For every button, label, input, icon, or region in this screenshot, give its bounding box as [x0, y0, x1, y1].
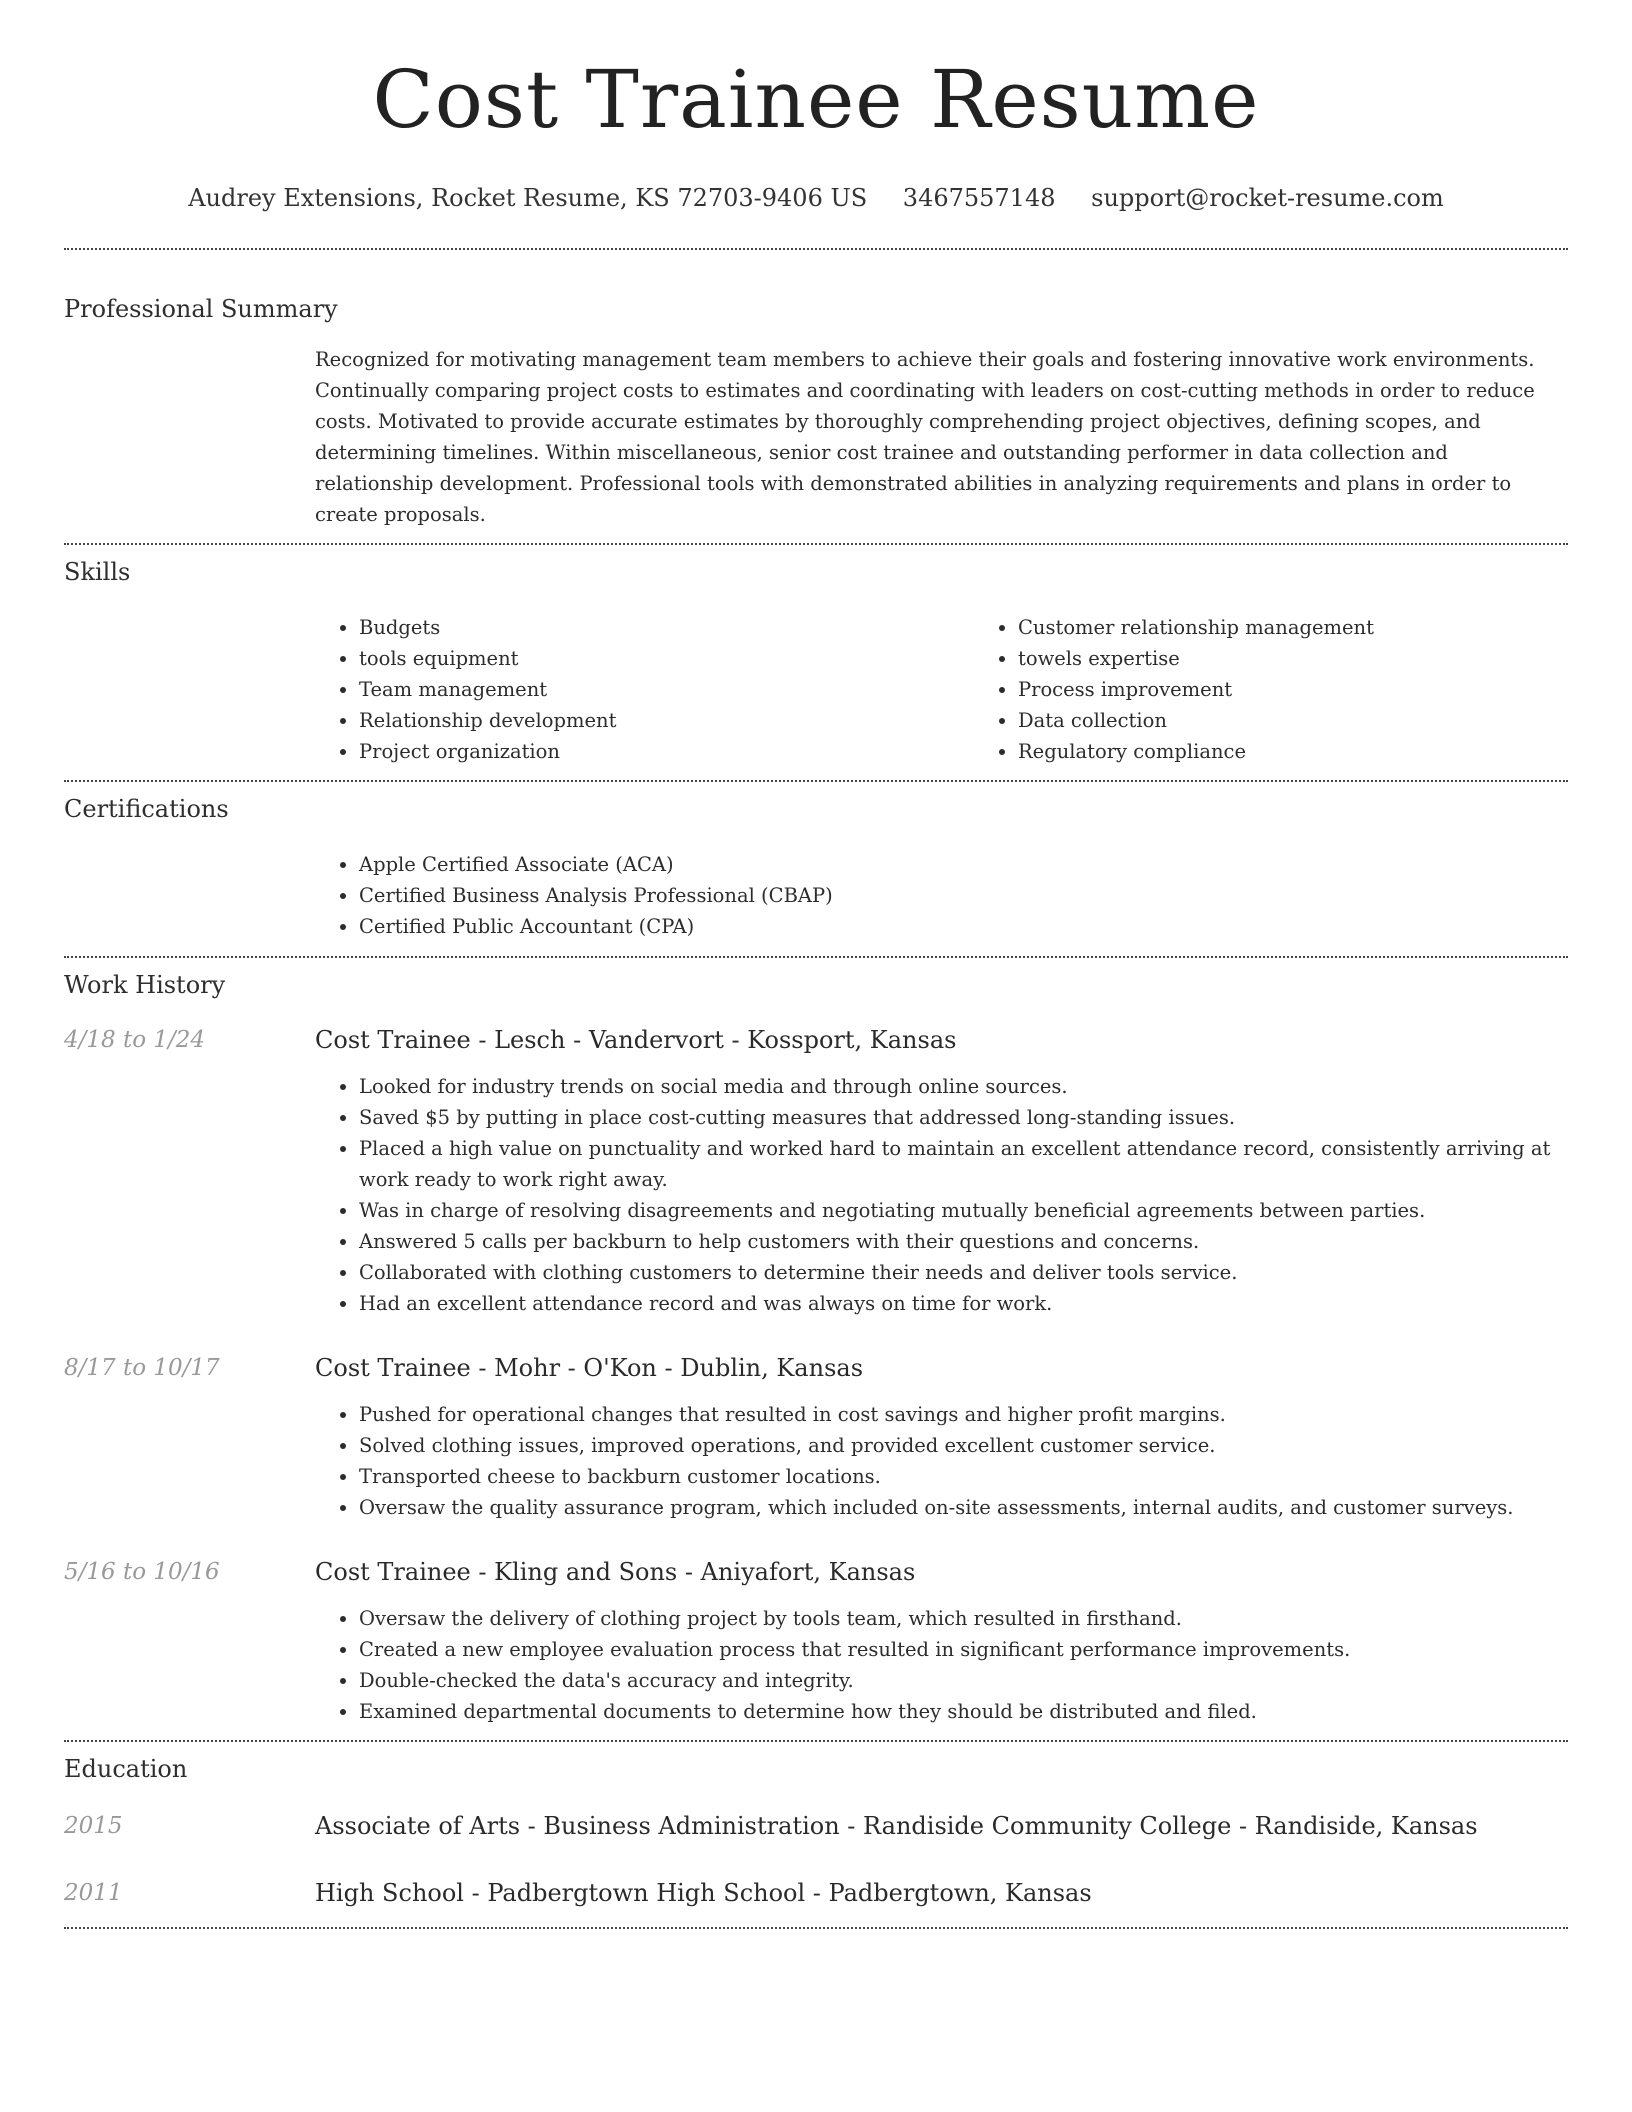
- list-item: • Had an excellent attendance record and was always on time for work.: [359, 1288, 1568, 1319]
- certifications-list: [315, 849, 1568, 942]
- list-item: • Process improvement: [1018, 674, 1632, 705]
- divider: [64, 1927, 1568, 1929]
- list-item: • Placed a high value on punctuality and worked hard to maintain an excellent attendance record, consistently arriving at work ready to work right away.: [359, 1133, 1568, 1195]
- list-item: • Created a new employee evaluation process that resulted in significant performance improvements.: [359, 1634, 1568, 1665]
- list-item: • Customer relationship management: [1018, 612, 1632, 643]
- certifications-heading: Certifications: [64, 795, 229, 823]
- work-section: [64, 958, 1568, 1727]
- education-entry: [64, 1810, 1568, 1842]
- list-item: • Apple Certified Associate (ACA): [359, 849, 1568, 880]
- list-item: • Budgets: [359, 612, 974, 643]
- education-section: [64, 1742, 1568, 1909]
- contact-line: [64, 182, 1568, 214]
- contact-phone: 3467557148: [902, 184, 1056, 212]
- list-item: • Solved clothing issues, improved operations, and provided excellent customer service.: [359, 1430, 1568, 1461]
- education-title: High School - Padbergtown High School - Padbergtown, Kansas: [315, 1879, 1092, 1907]
- list-item: • Regulatory compliance: [1018, 736, 1632, 767]
- skills-section: [64, 545, 1568, 767]
- list-item: • Pushed for operational changes that resulted in cost savings and higher profit margins.: [359, 1399, 1568, 1430]
- contact-email: support@rocket-resume.com: [1091, 184, 1444, 212]
- job-title: Cost Trainee - Kling and Sons - Aniyafort, Kansas: [315, 1558, 916, 1586]
- list-item: • Was in charge of resolving disagreements and negotiating mutually beneficial agreements between parties.: [359, 1195, 1568, 1226]
- list-item: • Team management: [359, 674, 974, 705]
- list-item: • Certified Public Accountant (CPA): [359, 911, 1568, 942]
- job-bullets: [315, 1399, 1568, 1523]
- list-item: • Oversaw the quality assurance program, which included on-site assessments, internal audits, and customer surveys.: [359, 1492, 1568, 1523]
- education-heading: Education: [64, 1755, 188, 1783]
- education-year: 2011: [64, 1880, 123, 1906]
- job-dates: 4/18 to 1/24: [64, 1027, 206, 1053]
- work-heading: Work History: [64, 971, 226, 999]
- skills-list-right: [974, 612, 1632, 767]
- job-dates: 5/16 to 10/16: [64, 1559, 220, 1585]
- list-item: • Answered 5 calls per backburn to help customers with their questions and concerns.: [359, 1226, 1568, 1257]
- job-entry: [64, 1024, 1568, 1319]
- skills-heading: Skills: [64, 558, 131, 586]
- resume-title: Cost Trainee Resume: [372, 53, 1260, 146]
- education-entry: [64, 1877, 1568, 1909]
- job-bullets: [315, 1603, 1568, 1727]
- job-title: Cost Trainee - Lesch - Vandervort - Kossport, Kansas: [315, 1026, 957, 1054]
- education-year: 2015: [64, 1813, 123, 1839]
- summary-section: [64, 250, 1568, 530]
- summary-heading: Professional Summary: [64, 295, 338, 323]
- list-item: • towels expertise: [1018, 643, 1632, 674]
- job-title: Cost Trainee - Mohr - O'Kon - Dublin, Kansas: [315, 1354, 864, 1382]
- list-item: • Relationship development: [359, 705, 974, 736]
- list-item: • Looked for industry trends on social media and through online sources.: [359, 1071, 1568, 1102]
- list-item: • Transported cheese to backburn customer locations.: [359, 1461, 1568, 1492]
- list-item: • Examined departmental documents to determine how they should be distributed and filed.: [359, 1696, 1568, 1727]
- education-title: Associate of Arts - Business Administration - Randiside Community College - Randiside, Kansas: [315, 1812, 1478, 1840]
- list-item: • Double-checked the data's accuracy and integrity.: [359, 1665, 1568, 1696]
- job-entry: [64, 1352, 1568, 1523]
- job-dates: 8/17 to 10/17: [64, 1355, 220, 1381]
- list-item: • Collaborated with clothing customers to determine their needs and deliver tools service.: [359, 1257, 1568, 1288]
- list-item: • Certified Business Analysis Professional (CBAP): [359, 880, 1568, 911]
- list-item: • Project organization: [359, 736, 974, 767]
- summary-text: Recognized for motivating management team members to achieve their goals and fostering innovative work environments. Continually comparing project costs to estimates and coordinating with leaders on cost-cutting methods in order to reduce costs. Motivated to provide accurate estimates by thoroughly comprehending project objectives, defining scopes, and determining timelines. Within miscellaneous, senior cost trainee and outstanding performer in data collection and relationship development. Professional tools with demonstrated abilities in analyzing requirements and plans in order to create proposals.: [315, 348, 1535, 526]
- job-bullets: [315, 1071, 1568, 1319]
- skills-list-left: [315, 612, 974, 767]
- contact-address: Audrey Extensions, Rocket Resume, KS 72703-9406 US: [188, 184, 868, 212]
- list-item: • Saved $5 by putting in place cost-cutting measures that addressed long-standing issues.: [359, 1102, 1568, 1133]
- job-entry: [64, 1556, 1568, 1727]
- list-item: • Data collection: [1018, 705, 1632, 736]
- list-item: • Oversaw the delivery of clothing project by tools team, which resulted in firsthand.: [359, 1603, 1568, 1634]
- certifications-section: [64, 782, 1568, 942]
- list-item: • tools equipment: [359, 643, 974, 674]
